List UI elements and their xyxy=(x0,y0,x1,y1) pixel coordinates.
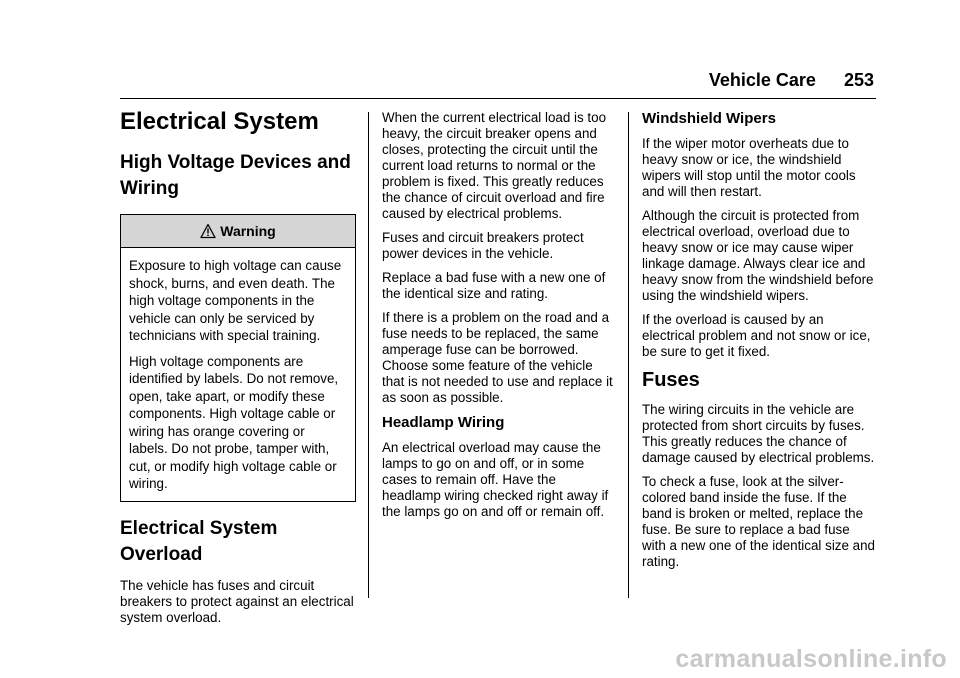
body-paragraph: If there is a problem on the road and a fuse needs to be replaced, the same amperage fuse can be borrowed. Choose some feature of the vehicle that is not needed to use and replace it as soon as possible. xyxy=(382,310,613,405)
warning-box xyxy=(120,214,356,502)
subheading-headlamp-wiring: Headlamp Wiring xyxy=(382,414,505,431)
warning-icon xyxy=(200,223,216,239)
subheading-high-voltage: High Voltage Devices and Wiring xyxy=(120,152,351,199)
warning-paragraph: High voltage components are identified by labels. Do not remove, open, take apart, or modify these components. High voltage cable or wiring has orange covering or labels. Do not probe, tamper with, cut, or modify high voltage cable or wiring. xyxy=(129,353,339,491)
column-divider-2 xyxy=(628,112,629,598)
section-heading: Electrical System xyxy=(120,108,319,135)
body-paragraph: To check a fuse, look at the silver-colored band inside the fuse. If the band is broken or melted, replace the fuse. Be sure to replace a bad fuse with a new one of the identical size and rating. xyxy=(642,474,875,569)
column-2 xyxy=(382,110,616,528)
page-number: 253 xyxy=(843,70,874,90)
warning-paragraph: Exposure to high voltage can cause shock, burns, and even death. The high voltage components in the vehicle can only be serviced by technicians with special training. xyxy=(129,258,342,343)
body-paragraph: The wiring circuits in the vehicle are protected from short circuits by fuses. This greatly reduces the chance of damage caused by electrical problems. xyxy=(642,402,875,465)
column-1 xyxy=(120,108,356,634)
header-rule xyxy=(120,98,876,99)
warning-body xyxy=(121,248,355,501)
body-paragraph: Replace a bad fuse with a new one of the identical size and rating. xyxy=(382,270,606,301)
column-divider-1 xyxy=(368,112,369,598)
body-paragraph: When the current electrical load is too heavy, the circuit breaker opens and closes, protecting the circuit until the current load returns to normal or the problem is fixed. This greatly reduces the chance of circuit overload and fire caused by electrical problems. xyxy=(382,110,607,221)
running-header xyxy=(608,70,874,91)
warning-label: Warning xyxy=(220,223,276,239)
subheading-fuses: Fuses xyxy=(642,369,700,391)
subheading-overload: Electrical System Overload xyxy=(120,517,278,565)
column-3 xyxy=(642,110,876,578)
warning-header xyxy=(121,215,355,248)
subheading-windshield-wipers: Windshield Wipers xyxy=(642,110,776,127)
watermark: carmanualsonline.info xyxy=(675,645,947,673)
body-paragraph: If the overload is caused by an electrical problem and not snow or ice, be sure to get it fixed. xyxy=(642,312,871,359)
body-paragraph: The vehicle has fuses and circuit breakers to protect against an electrical system overload. xyxy=(120,577,354,625)
body-paragraph: An electrical overload may cause the lamps to go on and off, or in some cases to remain off. Have the headlamp wiring checked right away if the lamps go on and off or remain off. xyxy=(382,440,609,519)
body-paragraph: Although the circuit is protected from electrical overload, overload due to heavy snow or ice may cause wiper linkage damage. Always clear ice and heavy snow from the windshield before using the windshield wipers. xyxy=(642,208,874,303)
section-title: Vehicle Care xyxy=(708,70,816,90)
body-paragraph: Fuses and circuit breakers protect power devices in the vehicle. xyxy=(382,230,584,261)
body-paragraph: If the wiper motor overheats due to heavy snow or ice, the windshield wipers will stop until the motor cools and will then restart. xyxy=(642,136,856,199)
